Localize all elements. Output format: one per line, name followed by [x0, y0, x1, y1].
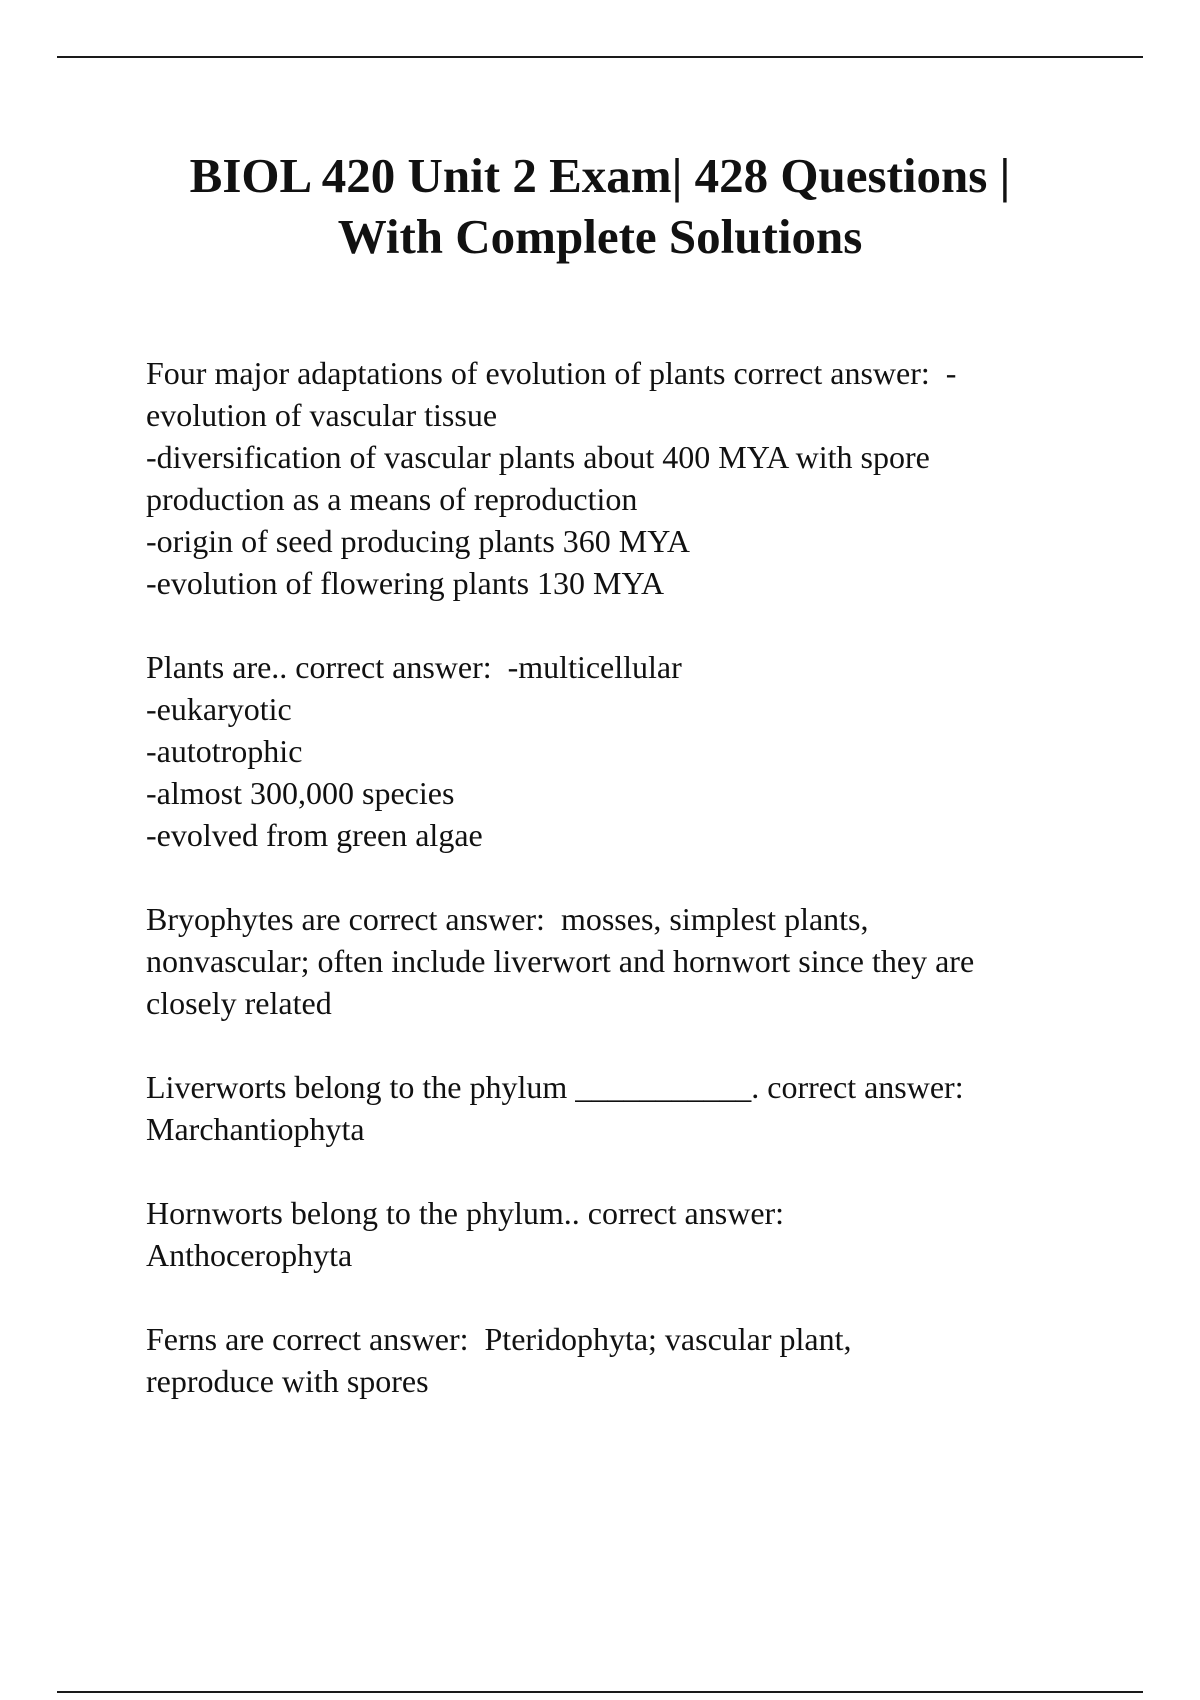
qa-line: Marchantiophyta [146, 1111, 365, 1147]
qa-line: production as a means of reproduction [146, 481, 638, 517]
top-rule [57, 56, 1143, 58]
qa-list [146, 352, 1106, 1444]
qa-line: Bryophytes are correct answer: mosses, simplest plants, [146, 901, 869, 937]
qa-line: -diversification of vascular plants about 400 MYA with spore [146, 439, 930, 475]
qa-line: Anthocerophyta [146, 1237, 353, 1273]
qa-line: -evolution of flowering plants 130 MYA [146, 565, 665, 601]
qa-line: Liverworts belong to the phylum ___________. correct answer: [146, 1069, 964, 1105]
title-line-1: BIOL 420 Unit 2 Exam| 428 Questions | [189, 148, 1011, 203]
title-line-2: With Complete Solutions [337, 209, 863, 264]
qa-line: Four major adaptations of evolution of plants correct answer: - [146, 355, 957, 391]
qa-line: Ferns are correct answer: Pteridophyta; vascular plant, [146, 1321, 852, 1357]
qa-line: -autotrophic [146, 733, 303, 769]
qa-line: nonvascular; often include liverwort and hornwort since they are [146, 943, 975, 979]
qa-line: -eukaryotic [146, 691, 292, 727]
qa-block-plants-are [146, 646, 1106, 856]
qa-line: Hornworts belong to the phylum.. correct answer: [146, 1195, 785, 1231]
qa-block-ferns [146, 1318, 1106, 1402]
qa-line: reproduce with spores [146, 1363, 429, 1399]
qa-line: -evolved from green algae [146, 817, 483, 853]
qa-block-hornworts [146, 1192, 1106, 1276]
qa-line: -origin of seed producing plants 360 MYA [146, 523, 690, 559]
qa-block-adaptations [146, 352, 1106, 604]
qa-line: evolution of vascular tissue [146, 397, 498, 433]
qa-line: closely related [146, 985, 332, 1021]
qa-line: -almost 300,000 species [146, 775, 455, 811]
document-title [0, 145, 1200, 267]
qa-line: Plants are.. correct answer: -multicellular [146, 649, 682, 685]
qa-block-liverworts [146, 1066, 1106, 1150]
qa-block-bryophytes [146, 898, 1106, 1024]
bottom-rule [57, 1691, 1143, 1693]
